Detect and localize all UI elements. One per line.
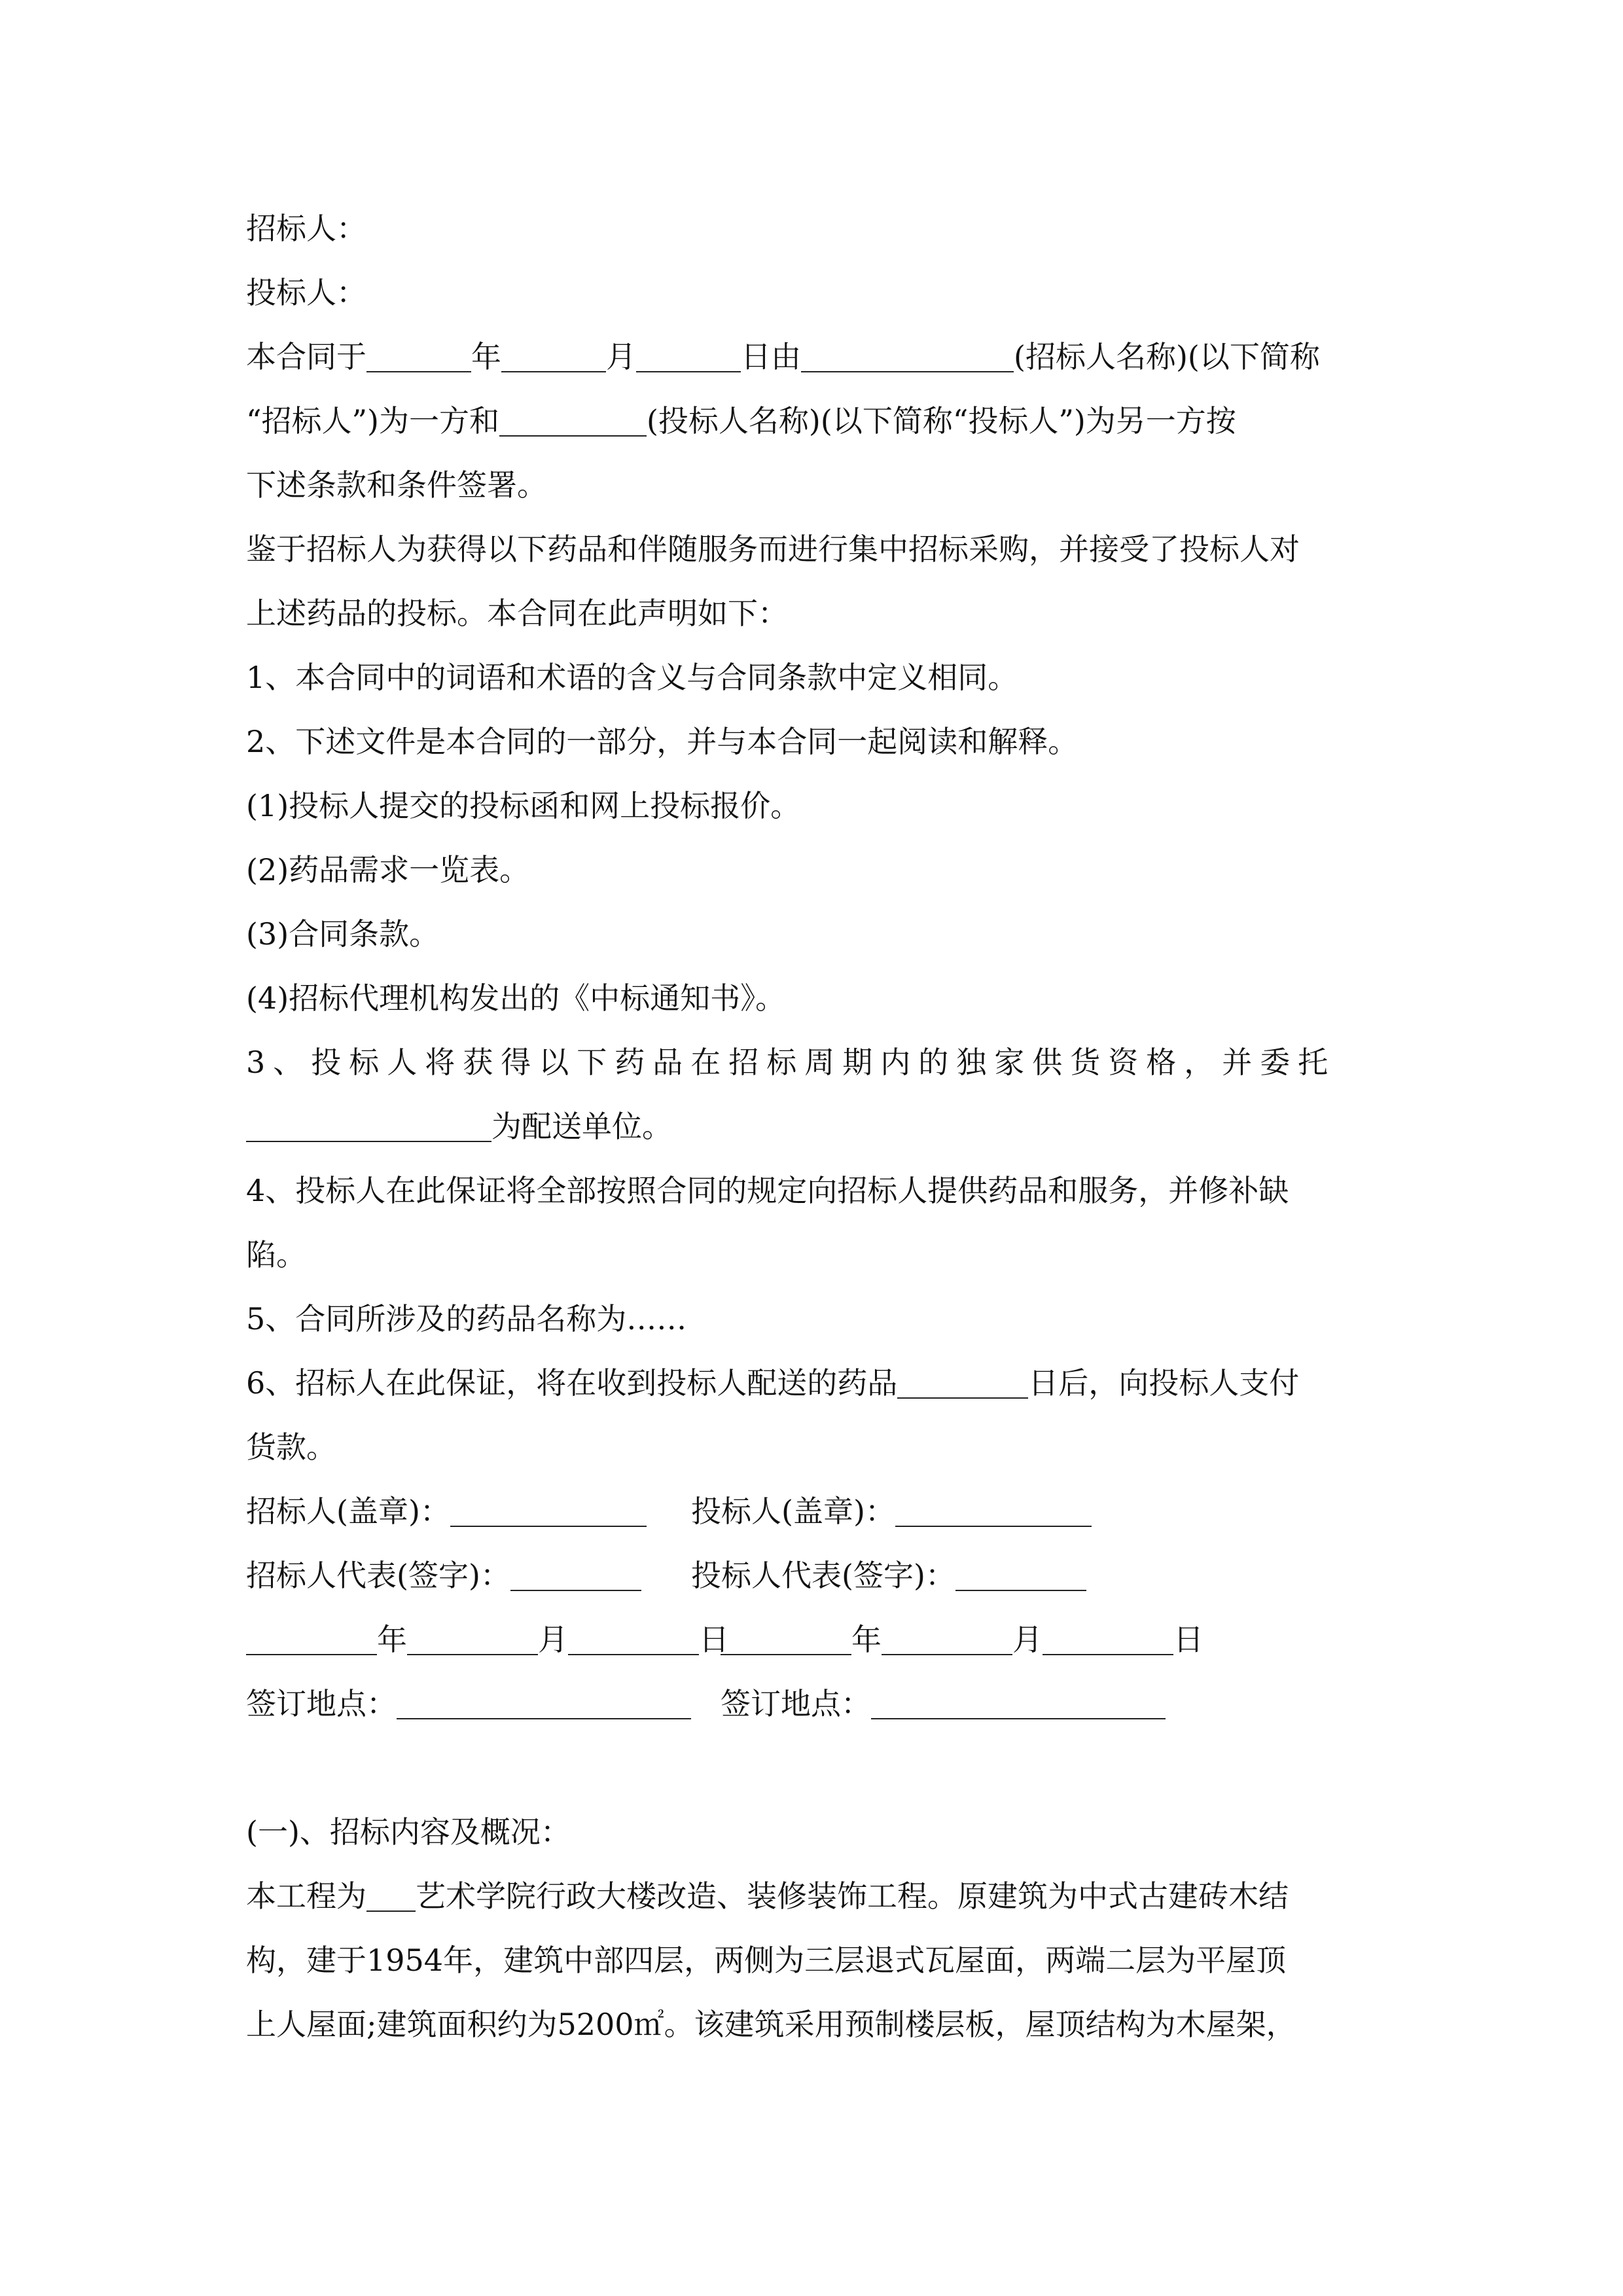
bidder-place-blank [871,1718,1166,1719]
bidder-rep-label: 投标人代表(签字)： [691,1558,955,1593]
clause-3-line-1: 3、投标人将获得以下药品在招标周期内的独家供货资格，并委托 [246,1045,1336,1080]
section-text: 本工程为 [246,1878,366,1914]
bidder-day-blank [1043,1654,1173,1655]
clause-3-line-2 [246,1094,1378,1158]
tenderer-seal-label: 招标人(盖章)： [246,1494,450,1529]
bidder-seal [691,1479,1092,1543]
bidder-seal-blank [895,1526,1092,1527]
bidder-label: 投标人： [246,275,366,310]
seal-row [246,1479,1378,1543]
tenderer-name-blank [801,371,1014,372]
tenderer-place-blank [397,1718,691,1719]
tenderer-place-label: 签订地点： [246,1686,397,1721]
whereas-line-2: 上述药品的投标。本合同在此声明如下： [246,596,788,631]
tenderer-month-blank [407,1654,538,1655]
tenderer-year-blank [246,1654,377,1655]
month-label: 月 [538,1622,568,1657]
date-row [246,1607,1378,1672]
tenderer-day-blank [568,1654,699,1655]
intro-text: (招标人名称)(以下简称 [1014,339,1320,374]
clause-2-item-2: (2)药品需求一览表。 [246,852,530,888]
rep-row [246,1543,1378,1607]
clause-2-item-1: (1)投标人提交的投标函和网上投标报价。 [246,788,801,823]
intro-line-3: 下述条款和条件签署。 [246,467,547,503]
bidder-rep [691,1543,1086,1607]
section-spacer [246,1736,1378,1800]
year-label: 年 [851,1622,882,1657]
clause-4-line-2: 陷。 [246,1237,306,1272]
year-blank [366,371,471,372]
tenderer-seal-blank [450,1526,647,1527]
project-blank [366,1910,416,1912]
clause-2: 2、下述文件是本合同的一部分，并与本合同一起阅读和解释。 [246,724,1079,759]
contract-document [246,196,1378,2056]
bidder-name-blank [499,435,647,437]
intro-text: (投标人名称)(以下简称“投标人”)为另一方按 [646,403,1236,439]
intro-line-1 [246,325,1378,389]
year-label: 年 [377,1622,407,1657]
day-blank [636,371,741,372]
tenderer-date [246,1607,729,1672]
bidder-seal-label: 投标人(盖章)： [691,1494,895,1529]
distributor-blank [246,1141,491,1142]
clause-1: 1、本合同中的词语和术语的含义与合同条款中定义相同。 [246,660,1018,695]
tenderer-place [246,1672,721,1736]
clause-2-item-3: (3)合同条款。 [246,916,440,952]
clause-2-item-4: (4)招标代理机构发出的《中标通知书》。 [246,980,786,1016]
bidder-rep-blank [955,1590,1086,1591]
intro-text: 本合同于 [246,339,366,374]
tenderer-label: 招标人： [246,211,366,246]
month-blank [501,371,606,372]
day-label: 日 [1173,1622,1204,1657]
tenderer-rep [246,1543,691,1607]
days-blank [897,1397,1028,1399]
year-label: 年 [471,339,501,374]
place-row [246,1672,1378,1736]
intro-text: 日由 [741,339,801,374]
clause-5: 5、合同所涉及的药品名称为…… [246,1301,687,1336]
section-line-1 [246,1864,1378,1928]
bidder-date [721,1607,1204,1672]
clause-3-text: 为配送单位。 [491,1109,672,1144]
clause-4-line-1: 4、投标人在此保证将全部按照合同的规定向招标人提供药品和服务，并修补缺 [246,1173,1289,1208]
tenderer-rep-label: 招标人代表(签字)： [246,1558,510,1593]
tenderer-rep-blank [510,1590,641,1591]
clause-6-text: 日后，向投标人支付 [1028,1365,1300,1401]
section-line-2: 构，建于1954年，建筑中部四层，两侧为三层退式瓦屋面，两端二层为平屋顶 [246,1943,1287,1978]
month-label: 月 [606,339,636,374]
month-label: 月 [1012,1622,1043,1657]
section-line-3: 上人屋面;建筑面积约为5200㎡。该建筑采用预制楼层板，屋顶结构为木屋架， [246,2007,1296,2042]
intro-line-2 [246,389,1378,453]
clause-6-line-1 [246,1351,1378,1415]
clause-6-text: 6、招标人在此保证，将在收到投标人配送的药品 [246,1365,898,1401]
intro-text: “招标人”)为一方和 [246,403,499,439]
bidder-month-blank [882,1654,1012,1655]
bidder-place [721,1672,1166,1736]
whereas-line-1: 鉴于招标人为获得以下药品和伴随服务而进行集中招标采购，并接受了投标人对 [246,531,1300,567]
tenderer-seal [246,1479,691,1543]
bidder-place-label: 签订地点： [721,1686,871,1721]
bidder-year-blank [721,1654,851,1655]
day-label: 日 [699,1622,729,1657]
clause-6-line-2: 货款。 [246,1429,336,1465]
section-heading: (一)、招标内容及概况： [246,1814,571,1850]
section-text: 艺术学院行政大楼改造、装修装饰工程。原建筑为中式古建砖木结 [416,1878,1289,1914]
